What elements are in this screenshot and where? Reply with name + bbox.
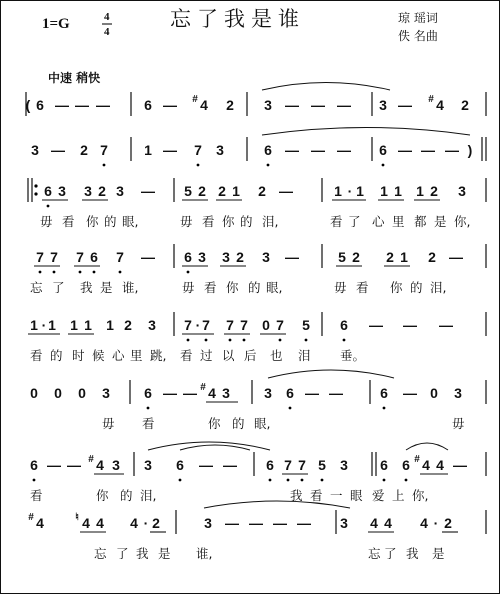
note: 7 bbox=[100, 142, 108, 158]
note: 3 bbox=[216, 142, 224, 158]
meter-top: 4 bbox=[104, 11, 110, 23]
note: 6 bbox=[402, 457, 410, 473]
note: ( bbox=[25, 97, 31, 113]
octave-dot bbox=[53, 271, 56, 274]
lyric: 上 bbox=[392, 488, 405, 503]
octave-dot bbox=[119, 271, 122, 274]
lyric: 垂。 bbox=[340, 348, 366, 363]
note: 3 bbox=[222, 385, 230, 401]
sustain-dash: — bbox=[403, 317, 417, 333]
lyric: 我 bbox=[290, 488, 303, 503]
octave-dot bbox=[305, 339, 308, 342]
note: 6 bbox=[30, 457, 38, 473]
note: 3 bbox=[222, 249, 230, 265]
sustain-dash: — bbox=[398, 142, 412, 158]
sustain-dash: — bbox=[141, 183, 155, 199]
note: 3 bbox=[116, 183, 124, 199]
lyric: 你 bbox=[96, 488, 109, 503]
sustain-dash: — bbox=[439, 317, 453, 333]
lyric: 心 bbox=[112, 348, 125, 363]
octave-dot bbox=[229, 339, 232, 342]
note: 1 bbox=[84, 317, 92, 333]
note: 0 bbox=[262, 317, 270, 333]
lyric: 毋 bbox=[334, 280, 347, 295]
note: 4 bbox=[422, 457, 430, 473]
slur bbox=[180, 445, 250, 450]
lyric: 毋 bbox=[102, 416, 115, 431]
lyric: 了 bbox=[348, 214, 361, 229]
lyric: 眼 bbox=[350, 488, 363, 503]
sustain-dash: — bbox=[279, 183, 293, 199]
notation-line-4 bbox=[30, 244, 486, 295]
note: 7 bbox=[50, 249, 58, 265]
notation-line-7 bbox=[30, 442, 486, 503]
octave-dot bbox=[93, 271, 96, 274]
sustain-dash: — bbox=[225, 515, 239, 531]
note: 4 bbox=[208, 385, 216, 401]
sustain-dash: — bbox=[273, 515, 287, 531]
sustain-dash: — bbox=[223, 457, 237, 473]
lyric: 眼, bbox=[254, 416, 271, 431]
note: 2 bbox=[98, 183, 106, 199]
octave-dot bbox=[187, 271, 190, 274]
note: 4 bbox=[436, 457, 444, 473]
lyric: 爱 bbox=[372, 488, 385, 503]
note: 6 bbox=[144, 97, 152, 113]
note: 1 bbox=[394, 183, 402, 199]
octave-dot bbox=[267, 164, 270, 167]
sustain-dash: — bbox=[96, 97, 110, 113]
sustain-dash: — bbox=[369, 317, 383, 333]
sustain-dash: — bbox=[329, 385, 343, 401]
accidental: # bbox=[414, 454, 420, 465]
octave-dot bbox=[205, 339, 208, 342]
lyric: 我 bbox=[406, 546, 419, 561]
sustain-dash: — bbox=[55, 97, 69, 113]
key-signature: 1=G bbox=[42, 16, 70, 32]
note: 3 bbox=[204, 515, 212, 531]
lyric: 的 bbox=[50, 348, 63, 363]
note: 3 bbox=[264, 97, 272, 113]
dot-mark: · bbox=[195, 317, 201, 333]
lyric: 泪, bbox=[140, 488, 157, 503]
sustain-dash: — bbox=[453, 457, 467, 473]
lyric: 是 bbox=[432, 546, 445, 561]
accidental: # bbox=[28, 512, 34, 523]
lyric: 里 bbox=[130, 348, 143, 363]
note: 4 bbox=[96, 515, 104, 531]
note: 3 bbox=[262, 249, 270, 265]
note: 2 bbox=[152, 515, 160, 531]
lyric: 看 bbox=[180, 348, 193, 363]
octave-dot bbox=[243, 339, 246, 342]
lyricist-credit: 琼 瑶词 bbox=[398, 11, 438, 25]
note: 3 bbox=[31, 142, 39, 158]
note: 6 bbox=[340, 317, 348, 333]
octave-dot bbox=[197, 164, 200, 167]
lyric: 你, bbox=[412, 488, 429, 503]
octave-dot bbox=[103, 164, 106, 167]
octave-dot bbox=[179, 479, 182, 482]
sustain-dash: — bbox=[337, 97, 351, 113]
note: ) bbox=[467, 142, 473, 158]
note: 1 bbox=[400, 249, 408, 265]
sustain-dash: — bbox=[75, 97, 89, 113]
lyric: 看 bbox=[142, 416, 155, 431]
octave-dot bbox=[279, 339, 282, 342]
repeat-dot bbox=[34, 192, 37, 195]
lyric: 了 bbox=[384, 546, 397, 561]
octave-dot bbox=[79, 271, 82, 274]
note: 5 bbox=[184, 183, 192, 199]
note: 5 bbox=[318, 457, 326, 473]
sustain-dash: — bbox=[199, 457, 213, 473]
lyric: 跳, bbox=[150, 348, 167, 363]
note: 3 bbox=[102, 385, 110, 401]
note: 6 bbox=[144, 385, 152, 401]
octave-dot bbox=[301, 479, 304, 482]
note: 7 bbox=[76, 249, 84, 265]
lyric: 了 bbox=[116, 546, 129, 561]
notation-line-5 bbox=[28, 312, 486, 363]
note: 2 bbox=[352, 249, 360, 265]
notation-line-1 bbox=[26, 83, 486, 117]
slur bbox=[262, 83, 390, 91]
slur bbox=[204, 501, 350, 508]
lyric: 了 bbox=[52, 280, 65, 295]
sustain-dash: — bbox=[249, 515, 263, 531]
lyric: 毋 bbox=[182, 280, 195, 295]
note: 7 bbox=[184, 317, 192, 333]
note: 2 bbox=[461, 97, 469, 113]
note: 7 bbox=[202, 317, 210, 333]
sustain-dash: — bbox=[285, 142, 299, 158]
note: 1 bbox=[106, 317, 114, 333]
song-title: 忘了我是谁 bbox=[170, 7, 305, 31]
lyric: 后 bbox=[244, 348, 257, 363]
octave-dot bbox=[287, 479, 290, 482]
lyric: 是 bbox=[158, 546, 171, 561]
lyric: 是 bbox=[100, 280, 113, 295]
sustain-dash: — bbox=[305, 385, 319, 401]
lyric: 眼, bbox=[266, 280, 283, 295]
lyric: 看 bbox=[202, 214, 215, 229]
lyric: 里 bbox=[392, 214, 405, 229]
lyric: 毋 bbox=[40, 214, 53, 229]
note: 4 bbox=[82, 515, 90, 531]
note: 3 bbox=[84, 183, 92, 199]
lyric: 以 bbox=[222, 348, 235, 363]
note: 3 bbox=[340, 457, 348, 473]
accidental: # bbox=[88, 454, 94, 465]
note: 4 bbox=[200, 97, 208, 113]
lyric: 看 bbox=[310, 488, 323, 503]
lyric: 也 bbox=[270, 348, 283, 363]
note: 7 bbox=[284, 457, 292, 473]
note: 2 bbox=[80, 142, 88, 158]
note: 1 bbox=[334, 183, 342, 199]
octave-dot bbox=[47, 205, 50, 208]
lyric: 毋 bbox=[452, 416, 465, 431]
note: 3 bbox=[58, 183, 66, 199]
note: 4 bbox=[436, 97, 444, 113]
lyric: 你, bbox=[454, 214, 471, 229]
accidental: # bbox=[428, 94, 434, 105]
note: 3 bbox=[264, 385, 272, 401]
note: 1 bbox=[48, 317, 56, 333]
note: 7 bbox=[276, 317, 284, 333]
lyric: 的 bbox=[240, 214, 253, 229]
note: 4 bbox=[370, 515, 378, 531]
note: 4 bbox=[36, 515, 44, 531]
note: 5 bbox=[338, 249, 346, 265]
note: 6 bbox=[380, 385, 388, 401]
note: 6 bbox=[36, 97, 44, 113]
note: 1 bbox=[356, 183, 364, 199]
sustain-dash: — bbox=[311, 97, 325, 113]
note: 0 bbox=[78, 385, 86, 401]
octave-dot bbox=[289, 407, 292, 410]
note: 7 bbox=[240, 317, 248, 333]
note: 6 bbox=[380, 457, 388, 473]
octave-dot bbox=[39, 271, 42, 274]
sustain-dash: — bbox=[421, 142, 435, 158]
dot-mark: · bbox=[41, 317, 47, 333]
sustain-dash: — bbox=[297, 515, 311, 531]
sustain-dash: — bbox=[403, 385, 417, 401]
lyric: 看 bbox=[330, 214, 343, 229]
note: 4 bbox=[130, 515, 138, 531]
note: 0 bbox=[430, 385, 438, 401]
note: 0 bbox=[54, 385, 62, 401]
notation-line-6 bbox=[30, 370, 486, 431]
tempo-marking: 中速 稍快 bbox=[48, 71, 101, 85]
note: 1 bbox=[144, 142, 152, 158]
dot-mark: · bbox=[347, 183, 353, 199]
note: 2 bbox=[124, 317, 132, 333]
note: 3 bbox=[198, 249, 206, 265]
lyric: 的 bbox=[248, 280, 261, 295]
sustain-dash: — bbox=[449, 249, 463, 265]
note: 6 bbox=[184, 249, 192, 265]
note: 2 bbox=[258, 183, 266, 199]
lyric: 泪 bbox=[298, 348, 311, 363]
note: 0 bbox=[30, 385, 38, 401]
lyric: 看 bbox=[62, 214, 75, 229]
note: 4 bbox=[96, 457, 104, 473]
sustain-dash: — bbox=[337, 142, 351, 158]
note: 4 bbox=[420, 515, 428, 531]
lyric: 你 bbox=[86, 214, 99, 229]
octave-dot bbox=[187, 339, 190, 342]
note: 2 bbox=[444, 515, 452, 531]
note: 3 bbox=[458, 183, 466, 199]
note: 6 bbox=[176, 457, 184, 473]
octave-dot bbox=[382, 164, 385, 167]
lyric: 心 bbox=[372, 214, 385, 229]
lyric: 忘 bbox=[368, 546, 381, 561]
octave-dot bbox=[321, 479, 324, 482]
octave-dot bbox=[33, 479, 36, 482]
note: 5 bbox=[302, 317, 310, 333]
lyric: 看 bbox=[204, 280, 217, 295]
octave-dot bbox=[343, 339, 346, 342]
page-border bbox=[1, 1, 500, 594]
note: 3 bbox=[148, 317, 156, 333]
lyric: 忘 bbox=[30, 280, 43, 295]
lyric: 的 bbox=[410, 280, 423, 295]
lyric: 过 bbox=[200, 348, 213, 363]
note: 1 bbox=[416, 183, 424, 199]
lyric: 眼, bbox=[122, 214, 139, 229]
lyric: 谁, bbox=[196, 546, 213, 561]
lyric: 你 bbox=[222, 214, 235, 229]
note: 7 bbox=[298, 457, 306, 473]
note: 6 bbox=[286, 385, 294, 401]
note: 7 bbox=[226, 317, 234, 333]
lyric: 我 bbox=[136, 546, 149, 561]
note: 2 bbox=[428, 249, 436, 265]
sustain-dash: — bbox=[285, 249, 299, 265]
slur bbox=[262, 128, 470, 136]
lyric: 候 bbox=[92, 348, 105, 363]
notation-line-2 bbox=[31, 128, 486, 167]
lyric: 的 bbox=[120, 488, 133, 503]
note: 3 bbox=[112, 457, 120, 473]
note: 3 bbox=[379, 97, 387, 113]
sustain-dash: — bbox=[398, 97, 412, 113]
lyric: 忘 bbox=[94, 546, 107, 561]
note: 1 bbox=[380, 183, 388, 199]
note: 6 bbox=[90, 249, 98, 265]
note: 2 bbox=[430, 183, 438, 199]
composer-credit: 佚 名曲 bbox=[398, 29, 438, 43]
lyric: 你 bbox=[208, 416, 221, 431]
sustain-dash: — bbox=[311, 142, 325, 158]
sustain-dash: — bbox=[47, 457, 61, 473]
octave-dot bbox=[269, 479, 272, 482]
note: 7 bbox=[116, 249, 124, 265]
notation-line-8 bbox=[28, 501, 486, 561]
note: 3 bbox=[144, 457, 152, 473]
note: 6 bbox=[266, 457, 274, 473]
note: 3 bbox=[454, 385, 462, 401]
lyric: 的 bbox=[104, 214, 117, 229]
accidental: ♮ bbox=[75, 512, 79, 523]
lyric: 是 bbox=[434, 214, 447, 229]
lyric: 一 bbox=[330, 488, 343, 503]
note: 2 bbox=[218, 183, 226, 199]
lyric: 看 bbox=[356, 280, 369, 295]
octave-dot bbox=[383, 407, 386, 410]
octave-dot bbox=[383, 479, 386, 482]
sustain-dash: — bbox=[141, 249, 155, 265]
sustain-dash: — bbox=[163, 142, 177, 158]
lyric: 都 bbox=[414, 214, 427, 229]
note: 7 bbox=[36, 249, 44, 265]
slur bbox=[406, 443, 448, 450]
notation-lines bbox=[26, 83, 486, 562]
accidental: # bbox=[192, 94, 198, 105]
note: 4 bbox=[384, 515, 392, 531]
sustain-dash: — bbox=[67, 457, 81, 473]
slur bbox=[148, 442, 270, 450]
lyric: 我 bbox=[80, 280, 93, 295]
lyric: 泪, bbox=[430, 280, 447, 295]
lyric: 时 bbox=[72, 348, 85, 363]
lyric: 毋 bbox=[180, 214, 193, 229]
lyric: 泪, bbox=[262, 214, 279, 229]
dot-mark: · bbox=[143, 515, 149, 531]
lyric: 的 bbox=[232, 416, 245, 431]
sustain-dash: — bbox=[51, 142, 65, 158]
repeat-dot bbox=[34, 184, 37, 187]
note: 1 bbox=[70, 317, 78, 333]
lyric: 看 bbox=[30, 488, 43, 503]
notation-line-3 bbox=[28, 178, 486, 229]
sustain-dash: — bbox=[183, 385, 197, 401]
octave-dot bbox=[147, 407, 150, 410]
note: 1 bbox=[30, 317, 38, 333]
note: 6 bbox=[379, 142, 387, 158]
note: 2 bbox=[226, 97, 234, 113]
lyric: 你 bbox=[390, 280, 403, 295]
dot-mark: · bbox=[433, 515, 439, 531]
sustain-dash: — bbox=[163, 385, 177, 401]
sustain-dash: — bbox=[445, 142, 459, 158]
note: 2 bbox=[386, 249, 394, 265]
lyric: 谁, bbox=[122, 280, 139, 295]
note: 3 bbox=[340, 515, 348, 531]
note: 1 bbox=[232, 183, 240, 199]
meter-bottom: 4 bbox=[104, 26, 110, 38]
accidental: # bbox=[200, 382, 206, 393]
note: 2 bbox=[198, 183, 206, 199]
lyric: 看 bbox=[30, 348, 43, 363]
note: 2 bbox=[236, 249, 244, 265]
note: 7 bbox=[194, 142, 202, 158]
sustain-dash: — bbox=[285, 97, 299, 113]
slur bbox=[268, 370, 394, 378]
lyric: 你 bbox=[226, 280, 239, 295]
note: 6 bbox=[44, 183, 52, 199]
octave-dot bbox=[405, 479, 408, 482]
sustain-dash: — bbox=[163, 97, 177, 113]
note: 6 bbox=[264, 142, 272, 158]
